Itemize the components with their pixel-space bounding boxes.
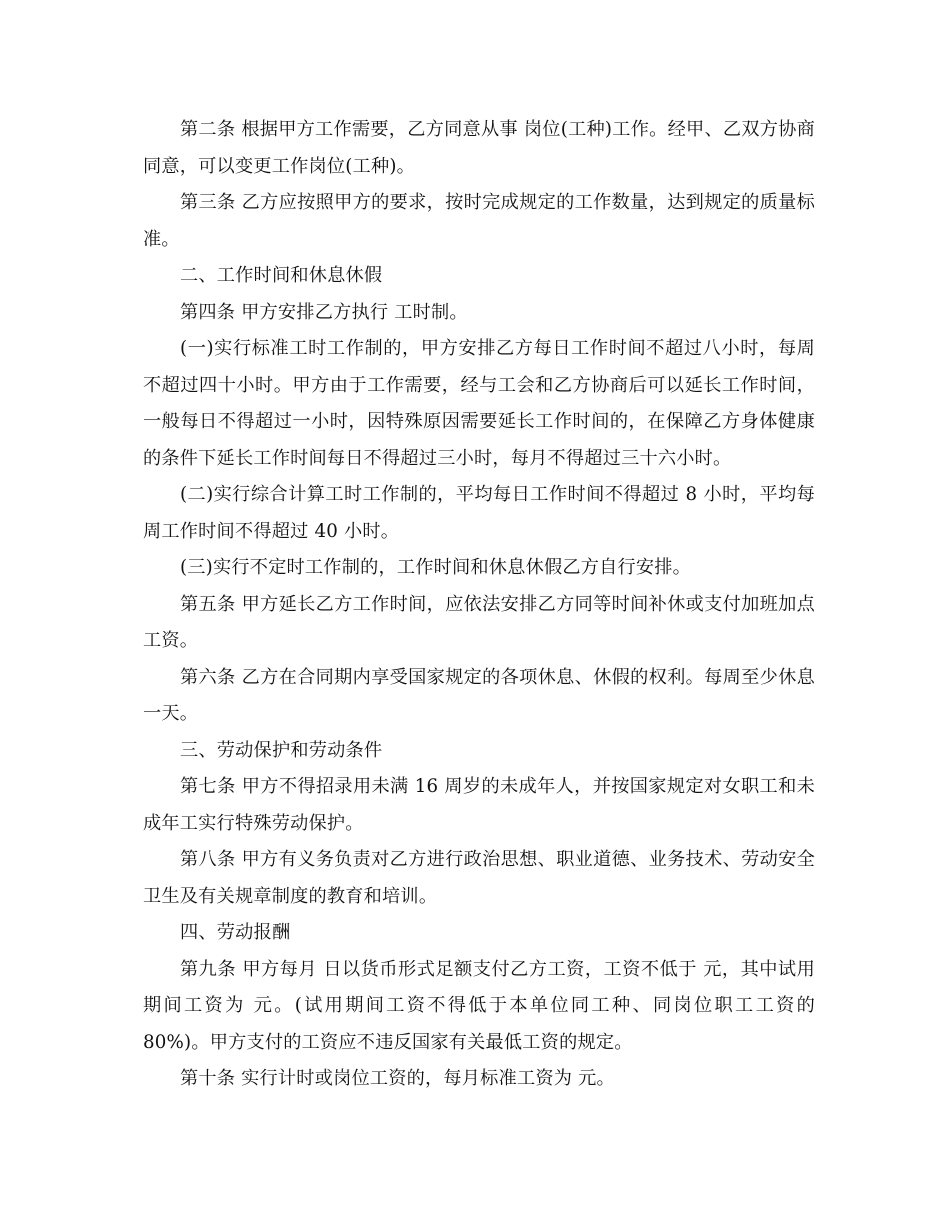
article-4-item-3: (三)实行不定时工作制的，工作时间和休息休假乙方自行安排。 <box>180 557 692 578</box>
section-heading-work-time: 二、工作时间和休息休假 <box>180 265 383 286</box>
article-9-paragraph: 第九条 甲方每月 日以货币形式足额支付乙方工资，工资不低于 元，其中试用期间工资为 元。(试用期间工资不得低于本单位同工种、同岗位职工工资的 80%)。甲方支付的工资应不违反国家有关最低工资的规定。 <box>143 958 815 1053</box>
article-4-item-1: (一)实行标准工时工作制的，甲方安排乙方每日工作时间不超过八小时，每周不超过四十小时。甲方由于工作需要，经与工会和乙方协商后可以延长工作时间，一般每日不得超过一小时，因特殊原因需要延长工作时间的，在保障乙方身体健康的条件下延长工作时间每日不得超过三小时，每月不得超过三十六小时。 <box>143 338 815 469</box>
article-10-paragraph: 第十条 实行计时或岗位工资的，每月标准工资为 元。 <box>180 1068 615 1089</box>
article-5-paragraph: 第五条 甲方延长乙方工作时间，应依法安排乙方同等时间补休或支付加班加点工资。 <box>143 593 815 651</box>
article-6-paragraph: 第六条 乙方在合同期内享受国家规定的各项休息、休假的权利。每周至少休息一天。 <box>143 666 815 724</box>
section-heading-labor-protection: 三、劳动保护和劳动条件 <box>180 739 383 761</box>
article-7-paragraph: 第七条 甲方不得招录用未满 16 周岁的未成年人，并按国家规定对女职工和未成年工实行特殊劳动保护。 <box>143 776 815 834</box>
article-2-paragraph: 第二条 根据甲方工作需要，乙方同意从事 岗位(工种)工作。经甲、乙双方协商同意，可以变更工作岗位(工种)。 <box>143 119 815 177</box>
article-4-paragraph: 第四条 甲方安排乙方执行 工时制。 <box>180 301 468 323</box>
article-4-item-2: (二)实行综合计算工时工作制的，平均每日工作时间不得超过 8 小时，平均每周工作时间不得超过 40 小时。 <box>143 484 815 542</box>
article-8-paragraph: 第八条 甲方有义务负责对乙方进行政治思想、职业道德、业务技术、劳动安全卫生及有关规章制度的教育和培训。 <box>143 849 815 907</box>
document-body <box>143 112 815 1098</box>
article-3-paragraph: 第三条 乙方应按照甲方的要求，按时完成规定的工作数量，达到规定的质量标准。 <box>143 192 815 250</box>
section-heading-remuneration: 四、劳动报酬 <box>180 922 291 943</box>
